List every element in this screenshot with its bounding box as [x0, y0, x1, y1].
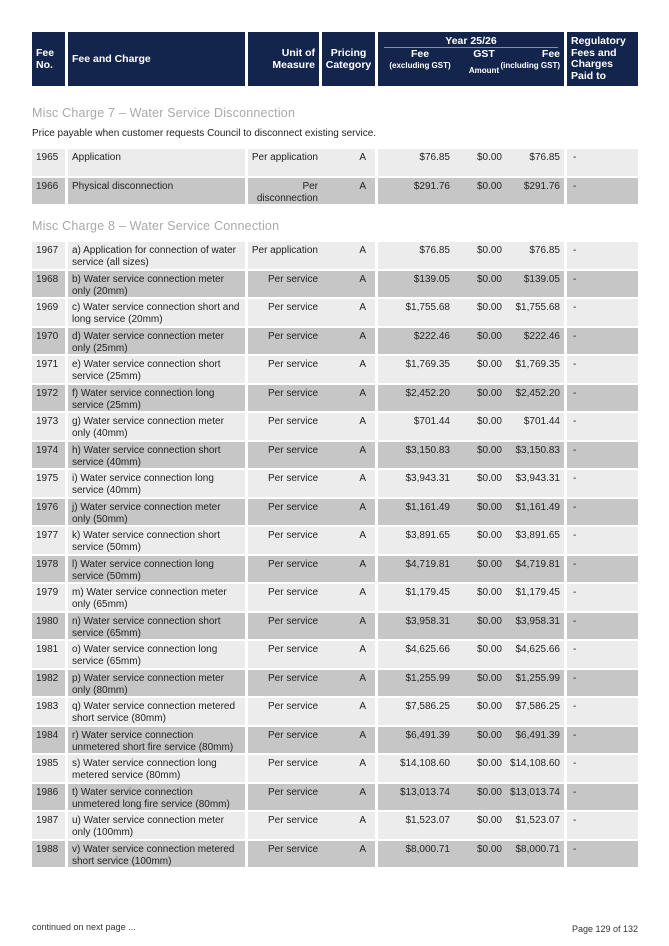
fee-name: p) Water service connection meter only (80mm) [68, 670, 248, 697]
header-fee-and-charge: Fee and Charge [68, 32, 248, 86]
header-fee-excl-note: (excluding GST) [389, 61, 451, 70]
fee-incl-gst: $8,000.71 [506, 841, 567, 868]
gst-amount: $0.00 [462, 356, 506, 383]
gst-amount: $0.00 [462, 812, 506, 839]
regulatory-paid-to: - [567, 385, 638, 412]
pricing-category: A [322, 442, 378, 469]
pricing-category: A [322, 784, 378, 811]
gst-amount: $0.00 [462, 442, 506, 469]
unit-of-measure: Per service [248, 841, 322, 868]
fee-incl-gst: $1,523.07 [506, 812, 567, 839]
fee-name: a) Application for connection of water service (all sizes) [68, 242, 248, 269]
fee-incl-gst: $1,769.35 [506, 356, 567, 383]
fee-excl-gst: $76.85 [378, 149, 462, 176]
table-row [32, 242, 638, 269]
fee-number: 1978 [32, 556, 68, 583]
fee-number: 1987 [32, 812, 68, 839]
fee-excl-gst: $3,150.83 [378, 442, 462, 469]
regulatory-paid-to: - [567, 149, 638, 176]
fee-incl-gst: $291.76 [506, 178, 567, 205]
fee-number: 1983 [32, 698, 68, 725]
table-row [32, 470, 638, 497]
fee-incl-gst: $76.85 [506, 149, 567, 176]
fee-number: 1985 [32, 755, 68, 782]
regulatory-paid-to: - [567, 641, 638, 668]
regulatory-paid-to: - [567, 328, 638, 355]
regulatory-paid-to: - [567, 470, 638, 497]
regulatory-paid-to: - [567, 356, 638, 383]
fee-number: 1980 [32, 613, 68, 640]
unit-of-measure: Per service [248, 413, 322, 440]
fee-incl-gst: $1,755.68 [506, 299, 567, 326]
header-fee-no: Fee No. [32, 32, 68, 86]
pricing-category: A [322, 328, 378, 355]
fee-excl-gst: $3,943.31 [378, 470, 462, 497]
fee-incl-gst: $3,891.65 [506, 527, 567, 554]
fee-number: 1974 [32, 442, 68, 469]
header-gst-amount: Amount [468, 66, 500, 75]
gst-amount: $0.00 [462, 556, 506, 583]
fee-number: 1984 [32, 727, 68, 754]
unit-of-measure: Per service [248, 527, 322, 554]
fee-name: s) Water service connection long metered service (80mm) [68, 755, 248, 782]
table-row [32, 727, 638, 754]
fee-name: j) Water service connection meter only (50mm) [68, 499, 248, 526]
gst-amount: $0.00 [462, 299, 506, 326]
continued-note: continued on next page ... [32, 922, 136, 932]
fee-number: 1981 [32, 641, 68, 668]
regulatory-paid-to: - [567, 527, 638, 554]
fee-excl-gst: $139.05 [378, 271, 462, 298]
table-row [32, 556, 638, 583]
fee-name: d) Water service connection meter only (25mm) [68, 328, 248, 355]
regulatory-paid-to: - [567, 178, 638, 205]
gst-amount: $0.00 [462, 178, 506, 205]
table-row [32, 299, 638, 326]
table-disconnection [32, 149, 638, 206]
gst-amount: $0.00 [462, 641, 506, 668]
regulatory-paid-to: - [567, 499, 638, 526]
pricing-category: A [322, 271, 378, 298]
gst-amount: $0.00 [462, 698, 506, 725]
fee-number: 1965 [32, 149, 68, 176]
unit-of-measure: Per service [248, 641, 322, 668]
header-regulatory: Regulatory Fees and Charges Paid to [567, 32, 638, 86]
unit-of-measure: Per service [248, 271, 322, 298]
unit-of-measure: Per service [248, 784, 322, 811]
fee-number: 1970 [32, 328, 68, 355]
unit-of-measure: Per service [248, 670, 322, 697]
fee-name: o) Water service connection long service (65mm) [68, 641, 248, 668]
regulatory-paid-to: - [567, 242, 638, 269]
table-row [32, 178, 638, 205]
fee-incl-gst: $3,150.83 [506, 442, 567, 469]
gst-amount: $0.00 [462, 727, 506, 754]
regulatory-paid-to: - [567, 755, 638, 782]
unit-of-measure: Per disconnection [248, 178, 322, 205]
gst-amount: $0.00 [462, 149, 506, 176]
unit-of-measure: Per application [248, 242, 322, 269]
header-year-group [378, 32, 567, 86]
table-row [32, 149, 638, 176]
fee-name: b) Water service connection meter only (20mm) [68, 271, 248, 298]
fee-name: Application [68, 149, 248, 176]
pricing-category: A [322, 413, 378, 440]
fee-incl-gst: $76.85 [506, 242, 567, 269]
page-number: Page 129 of 132 [571, 924, 638, 934]
gst-amount: $0.00 [462, 499, 506, 526]
fee-name: m) Water service connection meter only (65mm) [68, 584, 248, 611]
fee-incl-gst: $1,255.99 [506, 670, 567, 697]
fee-name: f) Water service connection long service (25mm) [68, 385, 248, 412]
regulatory-paid-to: - [567, 812, 638, 839]
table-row [32, 841, 638, 868]
fee-incl-gst: $4,625.66 [506, 641, 567, 668]
pricing-category: A [322, 242, 378, 269]
unit-of-measure: Per service [248, 356, 322, 383]
fee-number: 1969 [32, 299, 68, 326]
fee-excl-gst: $3,958.31 [378, 613, 462, 640]
table-row [32, 442, 638, 469]
fee-number: 1986 [32, 784, 68, 811]
pricing-category: A [322, 149, 378, 176]
unit-of-measure: Per service [248, 299, 322, 326]
fee-incl-gst: $139.05 [506, 271, 567, 298]
fee-name: h) Water service connection short service (40mm) [68, 442, 248, 469]
unit-of-measure: Per application [248, 149, 322, 176]
fee-name: k) Water service connection short service (50mm) [68, 527, 248, 554]
unit-of-measure: Per service [248, 470, 322, 497]
fee-incl-gst: $2,452.20 [506, 385, 567, 412]
fee-incl-gst: $3,943.31 [506, 470, 567, 497]
gst-amount: $0.00 [462, 670, 506, 697]
header-fee-excl [378, 48, 462, 72]
pricing-category: A [322, 698, 378, 725]
regulatory-paid-to: - [567, 613, 638, 640]
fee-excl-gst: $8,000.71 [378, 841, 462, 868]
pricing-category: A [322, 299, 378, 326]
fee-name: c) Water service connection short and long service (20mm) [68, 299, 248, 326]
section-title-connection: Misc Charge 8 – Water Service Connection [32, 219, 280, 233]
gst-amount: $0.00 [462, 841, 506, 868]
regulatory-paid-to: - [567, 698, 638, 725]
unit-of-measure: Per service [248, 584, 322, 611]
table-row [32, 385, 638, 412]
fee-name: e) Water service connection short service (25mm) [68, 356, 248, 383]
table-row [32, 527, 638, 554]
header-fee-incl [500, 48, 560, 72]
pricing-category: A [322, 470, 378, 497]
gst-amount: $0.00 [462, 527, 506, 554]
regulatory-paid-to: - [567, 784, 638, 811]
unit-of-measure: Per service [248, 328, 322, 355]
table-header [32, 32, 638, 86]
fee-incl-gst: $1,161.49 [506, 499, 567, 526]
header-unit-of-measure: Unit of Measure [248, 32, 322, 86]
fee-number: 1977 [32, 527, 68, 554]
fee-excl-gst: $7,586.25 [378, 698, 462, 725]
fee-excl-gst: $701.44 [378, 413, 462, 440]
table-row [32, 670, 638, 697]
fee-excl-gst: $3,891.65 [378, 527, 462, 554]
pricing-category: A [322, 584, 378, 611]
fee-number: 1982 [32, 670, 68, 697]
regulatory-paid-to: - [567, 442, 638, 469]
section-title-disconnection: Misc Charge 7 – Water Service Disconnection [32, 106, 296, 120]
fee-name: Physical disconnection [68, 178, 248, 205]
table-row [32, 356, 638, 383]
fee-excl-gst: $76.85 [378, 242, 462, 269]
fee-name: v) Water service connection metered short service (100mm) [68, 841, 248, 868]
fee-name: r) Water service connection unmetered short fire service (80mm) [68, 727, 248, 754]
fee-excl-gst: $1,161.49 [378, 499, 462, 526]
fee-name: i) Water service connection long service (40mm) [68, 470, 248, 497]
pricing-category: A [322, 499, 378, 526]
unit-of-measure: Per service [248, 613, 322, 640]
fee-name: t) Water service connection unmetered long fire service (80mm) [68, 784, 248, 811]
table-row [32, 641, 638, 668]
fee-incl-gst: $13,013.74 [506, 784, 567, 811]
fee-incl-gst: $6,491.39 [506, 727, 567, 754]
gst-amount: $0.00 [462, 385, 506, 412]
section-description: Price payable when customer requests Council to disconnect existing service. [32, 128, 377, 139]
fee-number: 1975 [32, 470, 68, 497]
pricing-category: A [322, 812, 378, 839]
fee-excl-gst: $4,719.81 [378, 556, 462, 583]
regulatory-paid-to: - [567, 584, 638, 611]
gst-amount: $0.00 [462, 271, 506, 298]
header-gst-label: GST [473, 48, 495, 60]
pricing-category: A [322, 556, 378, 583]
unit-of-measure: Per service [248, 727, 322, 754]
pricing-category: A [322, 613, 378, 640]
fee-excl-gst: $1,255.99 [378, 670, 462, 697]
pricing-category: A [322, 385, 378, 412]
fee-incl-gst: $222.46 [506, 328, 567, 355]
fee-incl-gst: $1,179.45 [506, 584, 567, 611]
fee-incl-gst: $3,958.31 [506, 613, 567, 640]
table-row [32, 271, 638, 298]
unit-of-measure: Per service [248, 556, 322, 583]
header-fee-excl-label: Fee [410, 48, 430, 60]
table-row [32, 784, 638, 811]
pricing-category: A [322, 670, 378, 697]
unit-of-measure: Per service [248, 698, 322, 725]
table-row [32, 613, 638, 640]
gst-amount: $0.00 [462, 784, 506, 811]
fee-number: 1979 [32, 584, 68, 611]
fee-number: 1976 [32, 499, 68, 526]
regulatory-paid-to: - [567, 299, 638, 326]
unit-of-measure: Per service [248, 442, 322, 469]
header-fee-incl-note: (including GST) [500, 61, 560, 70]
fee-excl-gst: $4,625.66 [378, 641, 462, 668]
table-connection [32, 242, 638, 869]
pricing-category: A [322, 356, 378, 383]
fee-incl-gst: $701.44 [506, 413, 567, 440]
fee-excl-gst: $1,179.45 [378, 584, 462, 611]
gst-amount: $0.00 [462, 755, 506, 782]
table-row [32, 413, 638, 440]
fee-number: 1988 [32, 841, 68, 868]
fee-excl-gst: $14,108.60 [378, 755, 462, 782]
regulatory-paid-to: - [567, 271, 638, 298]
fee-number: 1971 [32, 356, 68, 383]
table-row [32, 499, 638, 526]
fee-name: u) Water service connection meter only (100mm) [68, 812, 248, 839]
regulatory-paid-to: - [567, 727, 638, 754]
fee-excl-gst: $2,452.20 [378, 385, 462, 412]
gst-amount: $0.00 [462, 242, 506, 269]
gst-amount: $0.00 [462, 328, 506, 355]
regulatory-paid-to: - [567, 556, 638, 583]
regulatory-paid-to: - [567, 670, 638, 697]
unit-of-measure: Per service [248, 755, 322, 782]
fee-name: n) Water service connection short service (65mm) [68, 613, 248, 640]
fee-excl-gst: $291.76 [378, 178, 462, 205]
header-fee-incl-label: Fee [541, 48, 560, 60]
gst-amount: $0.00 [462, 413, 506, 440]
table-row [32, 584, 638, 611]
fee-excl-gst: $1,769.35 [378, 356, 462, 383]
fee-incl-gst: $7,586.25 [506, 698, 567, 725]
fee-name: q) Water service connection metered short service (80mm) [68, 698, 248, 725]
gst-amount: $0.00 [462, 584, 506, 611]
regulatory-paid-to: - [567, 841, 638, 868]
pricing-category: A [322, 841, 378, 868]
pricing-category: A [322, 641, 378, 668]
header-year: Year 25/26 [445, 35, 497, 47]
pricing-category: A [322, 727, 378, 754]
header-pricing-category: Pricing Category [322, 32, 378, 86]
unit-of-measure: Per service [248, 385, 322, 412]
gst-amount: $0.00 [462, 470, 506, 497]
fee-name: l) Water service connection long service (50mm) [68, 556, 248, 583]
pricing-category: A [322, 755, 378, 782]
fee-excl-gst: $222.46 [378, 328, 462, 355]
fee-excl-gst: $13,013.74 [378, 784, 462, 811]
fee-number: 1968 [32, 271, 68, 298]
fee-excl-gst: $1,755.68 [378, 299, 462, 326]
table-row [32, 755, 638, 782]
table-row [32, 812, 638, 839]
fee-number: 1972 [32, 385, 68, 412]
fee-number: 1973 [32, 413, 68, 440]
pricing-category: A [322, 178, 378, 205]
fee-incl-gst: $14,108.60 [506, 755, 567, 782]
pricing-category: A [322, 527, 378, 554]
fee-number: 1966 [32, 178, 68, 205]
table-row [32, 328, 638, 355]
fee-name: g) Water service connection meter only (40mm) [68, 413, 248, 440]
fee-incl-gst: $4,719.81 [506, 556, 567, 583]
unit-of-measure: Per service [248, 812, 322, 839]
table-row [32, 698, 638, 725]
unit-of-measure: Per service [248, 499, 322, 526]
gst-amount: $0.00 [462, 613, 506, 640]
fee-excl-gst: $6,491.39 [378, 727, 462, 754]
fee-number: 1967 [32, 242, 68, 269]
regulatory-paid-to: - [567, 413, 638, 440]
fee-excl-gst: $1,523.07 [378, 812, 462, 839]
